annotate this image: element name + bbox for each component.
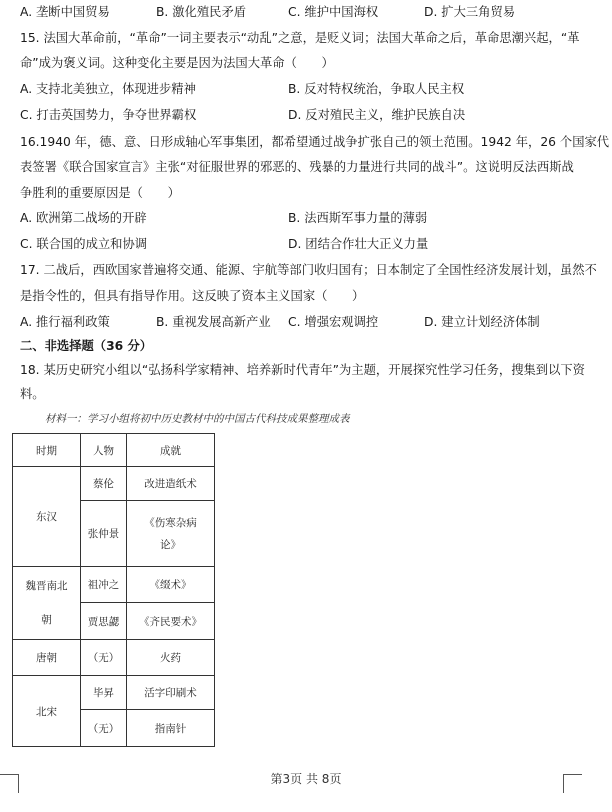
- q17-option-b: B. 重视发展高新产业: [156, 315, 271, 329]
- q15-option-c: C. 打击英国势力，争夺世界霸权: [20, 108, 197, 122]
- q14-option-a: A. 垄断中国贸易: [20, 5, 110, 19]
- table-row: [13, 676, 215, 710]
- table-header-row: [13, 434, 215, 467]
- q17-option-a: A. 推行福利政策: [20, 315, 110, 329]
- q17-line-1: 17. 二战后，西欧国家普遍将交通、能源、宇航等部门收归国有；日本制定了全国性经济发展计划，虽然不: [20, 263, 597, 277]
- q14-option-c: C. 维护中国海权: [288, 5, 379, 19]
- person-cell: （无）: [81, 640, 127, 676]
- person-cell: 祖冲之: [81, 567, 127, 603]
- q14-option-b: B. 激化殖民矛盾: [156, 5, 247, 19]
- achievement-cell: 指南针: [127, 710, 215, 747]
- achievement-cell: 《伤寒杂病论》: [127, 501, 215, 567]
- q18-line-1: 18. 某历史研究小组以“弘扬科学家精神、培养新时代青年”为主题，开展探究性学习任务，搜集到以下资: [20, 363, 585, 377]
- q16-line-1: 16.1940 年，德、意、日形成轴心军事集团，都希望通过战争扩张自己的领土范围。1942 年，26 个国家代: [20, 135, 610, 149]
- person-cell: 张仲景: [81, 501, 127, 567]
- q16-option-b: B. 法西斯军事力量的薄弱: [288, 211, 428, 225]
- header-achievement: 成就: [127, 434, 215, 467]
- table-row: [13, 467, 215, 501]
- table-row: [13, 640, 215, 676]
- q16-line-2: 表签署《联合国家宣言》主张“对征服世界的邪恶的、残暴的力量进行共同的战斗”。这说明反法西斯战: [20, 160, 574, 174]
- section-2-title: 二、非选择题（36 分）: [20, 339, 153, 353]
- person-cell: 蔡伦: [81, 467, 127, 501]
- q17-line-2: 是指令性的，但具有指导作用。这反映了资本主义国家（ ）: [20, 289, 365, 303]
- header-period: 时期: [13, 434, 81, 467]
- q16-line-3: 争胜利的重要原因是（ ）: [20, 186, 180, 200]
- achievement-cell: 改进造纸术: [127, 467, 215, 501]
- header-person: 人物: [81, 434, 127, 467]
- person-cell: （无）: [81, 710, 127, 747]
- q16-option-c: C. 联合国的成立和协调: [20, 237, 148, 251]
- period-cell: 东汉: [13, 467, 81, 567]
- period-cell: 魏晋南北朝: [13, 567, 81, 640]
- person-cell: 贾思勰: [81, 603, 127, 640]
- achievement-cell: 《缀术》: [127, 567, 215, 603]
- period-cell: 北宋: [13, 676, 81, 747]
- achievement-cell: 活字印刷术: [127, 676, 215, 710]
- q15-option-b: B. 反对特权统治，争取人民主权: [288, 82, 465, 96]
- tech-achievements-table: [12, 433, 215, 747]
- q15-option-d: D. 反对殖民主义，维护民族自决: [288, 108, 466, 122]
- material-1-title: 材料一：学习小组将初中历史教材中的中国古代科技成果整理成表: [45, 413, 350, 425]
- q15-line-2: 命”成为褒义词。这种变化主要是因为法国大革命（ ）: [20, 56, 334, 70]
- q14-option-d: D. 扩大三角贸易: [424, 5, 516, 19]
- q16-option-a: A. 欧洲第二战场的开辟: [20, 211, 147, 225]
- person-cell: 毕昇: [81, 676, 127, 710]
- period-cell: 唐朝: [13, 640, 81, 676]
- q15-option-a: A. 支持北美独立，体现进步精神: [20, 82, 196, 96]
- q18-line-2: 料。: [20, 387, 45, 401]
- page-footer: 第3页 共 8页: [270, 772, 342, 786]
- achievement-cell: 火药: [127, 640, 215, 676]
- achievement-cell: 《齐民要术》: [127, 603, 215, 640]
- q17-option-d: D. 建立计划经济体制: [424, 315, 540, 329]
- q15-line-1: 15. 法国大革命前，“革命”一词主要表示“动乱”之意，是贬义词；法国大革命之后，革命思潮兴起，“革: [20, 31, 580, 45]
- q16-option-d: D. 团结合作壮大正义力量: [288, 237, 429, 251]
- table-row: [13, 567, 215, 603]
- q17-option-c: C. 增强宏观调控: [288, 315, 379, 329]
